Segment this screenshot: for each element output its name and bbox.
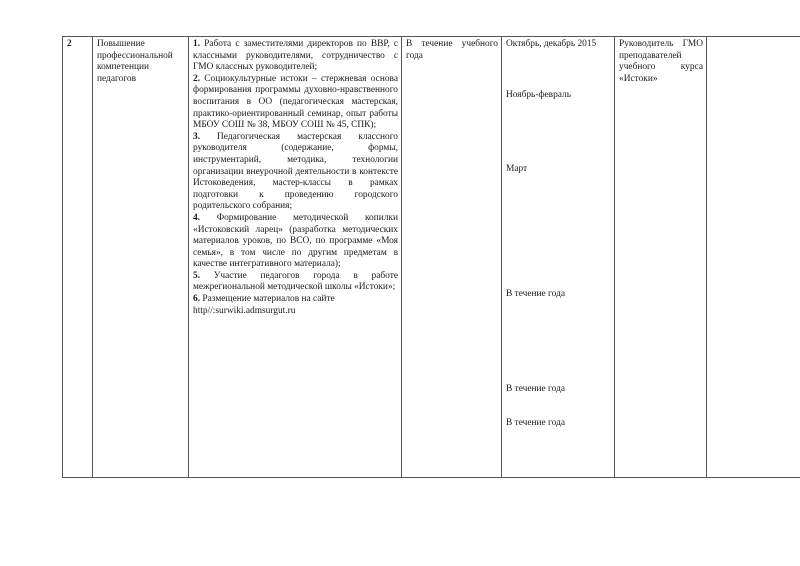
activity-marker-1: 1. [193, 39, 201, 49]
activity-url-6 [193, 306, 398, 318]
activity-text-2: Социокультурные истоки – стержневая основа формирования программы духовно-нравственного воспитания в ОО (педагогическая мастерская, практико-ориентированный семинар, опыт работы МБОУ СОШ № 38, МБОУ СОШ № 45, СПК); [193, 73, 399, 131]
activity-marker-4: 4. [193, 212, 201, 223]
date-entry-3: Март [506, 164, 528, 175]
cell-note [707, 37, 800, 478]
cell-dates [502, 37, 615, 478]
activity-marker-2: 2. [193, 73, 201, 84]
date-entry-1: Октябрь, декабрь 2015 [506, 39, 597, 49]
activities-table [62, 36, 800, 478]
activity-item-5 [193, 271, 398, 294]
activity-item-3 [193, 132, 398, 213]
date-entry-2: Ноябрь-февраль [506, 89, 571, 100]
cell-topic [93, 37, 189, 478]
table-row [63, 37, 800, 478]
cell-row-number: 2 [63, 37, 93, 478]
topic-text: Повышение профессиональной компетенции педагогов [97, 39, 173, 84]
activity-text-6: Размещение материалов на сайте [202, 294, 335, 305]
cell-frequency [402, 37, 502, 478]
date-entry-4: В течение года [506, 288, 565, 299]
activity-marker-5: 5. [193, 270, 201, 281]
activity-item-1 [193, 39, 398, 74]
cell-responsible [615, 37, 707, 478]
activity-item-4 [193, 213, 398, 271]
responsible-text: Руководитель ГМО преподавателей учебного курса «Истоки» [619, 39, 703, 84]
site-url-text: http//:surwiki.admsurgut.ru [193, 305, 296, 316]
activity-marker-6: 6. [193, 294, 201, 305]
date-entry-5: В течение года [506, 384, 565, 395]
activity-text-1: Работа с заместителями директоров по ВВР, с классными руководителями, сотрудничество с ГМО классных руководителей; [193, 39, 398, 73]
activity-item-6 [193, 294, 398, 306]
activity-text-3: Педагогическая мастерская классного руководителя (содержание, формы, инструментарий, методика, технологии организации внеурочной деятельности в контексте Истоковедения, мастер-классы в рамках подготовки к проведению городского родительского собрания; [193, 131, 398, 212]
frequency-text: В течение учебного года [406, 39, 498, 61]
activity-text-5: Участие педагогов города в работе межрегиональной методической школы «Истоки»; [193, 270, 398, 293]
cell-activities [189, 37, 402, 478]
date-entry-6: В течение года [506, 417, 565, 428]
activity-marker-3: 3. [193, 131, 201, 142]
activity-text-4: Формирование методической копилки «Истоковский ларец» (разработка методических материалов уроков, по ВСО, по программе «Моя семья», в том числе по другим предметам в качестве интегративного материала); [193, 212, 398, 270]
activity-item-2 [193, 74, 398, 132]
